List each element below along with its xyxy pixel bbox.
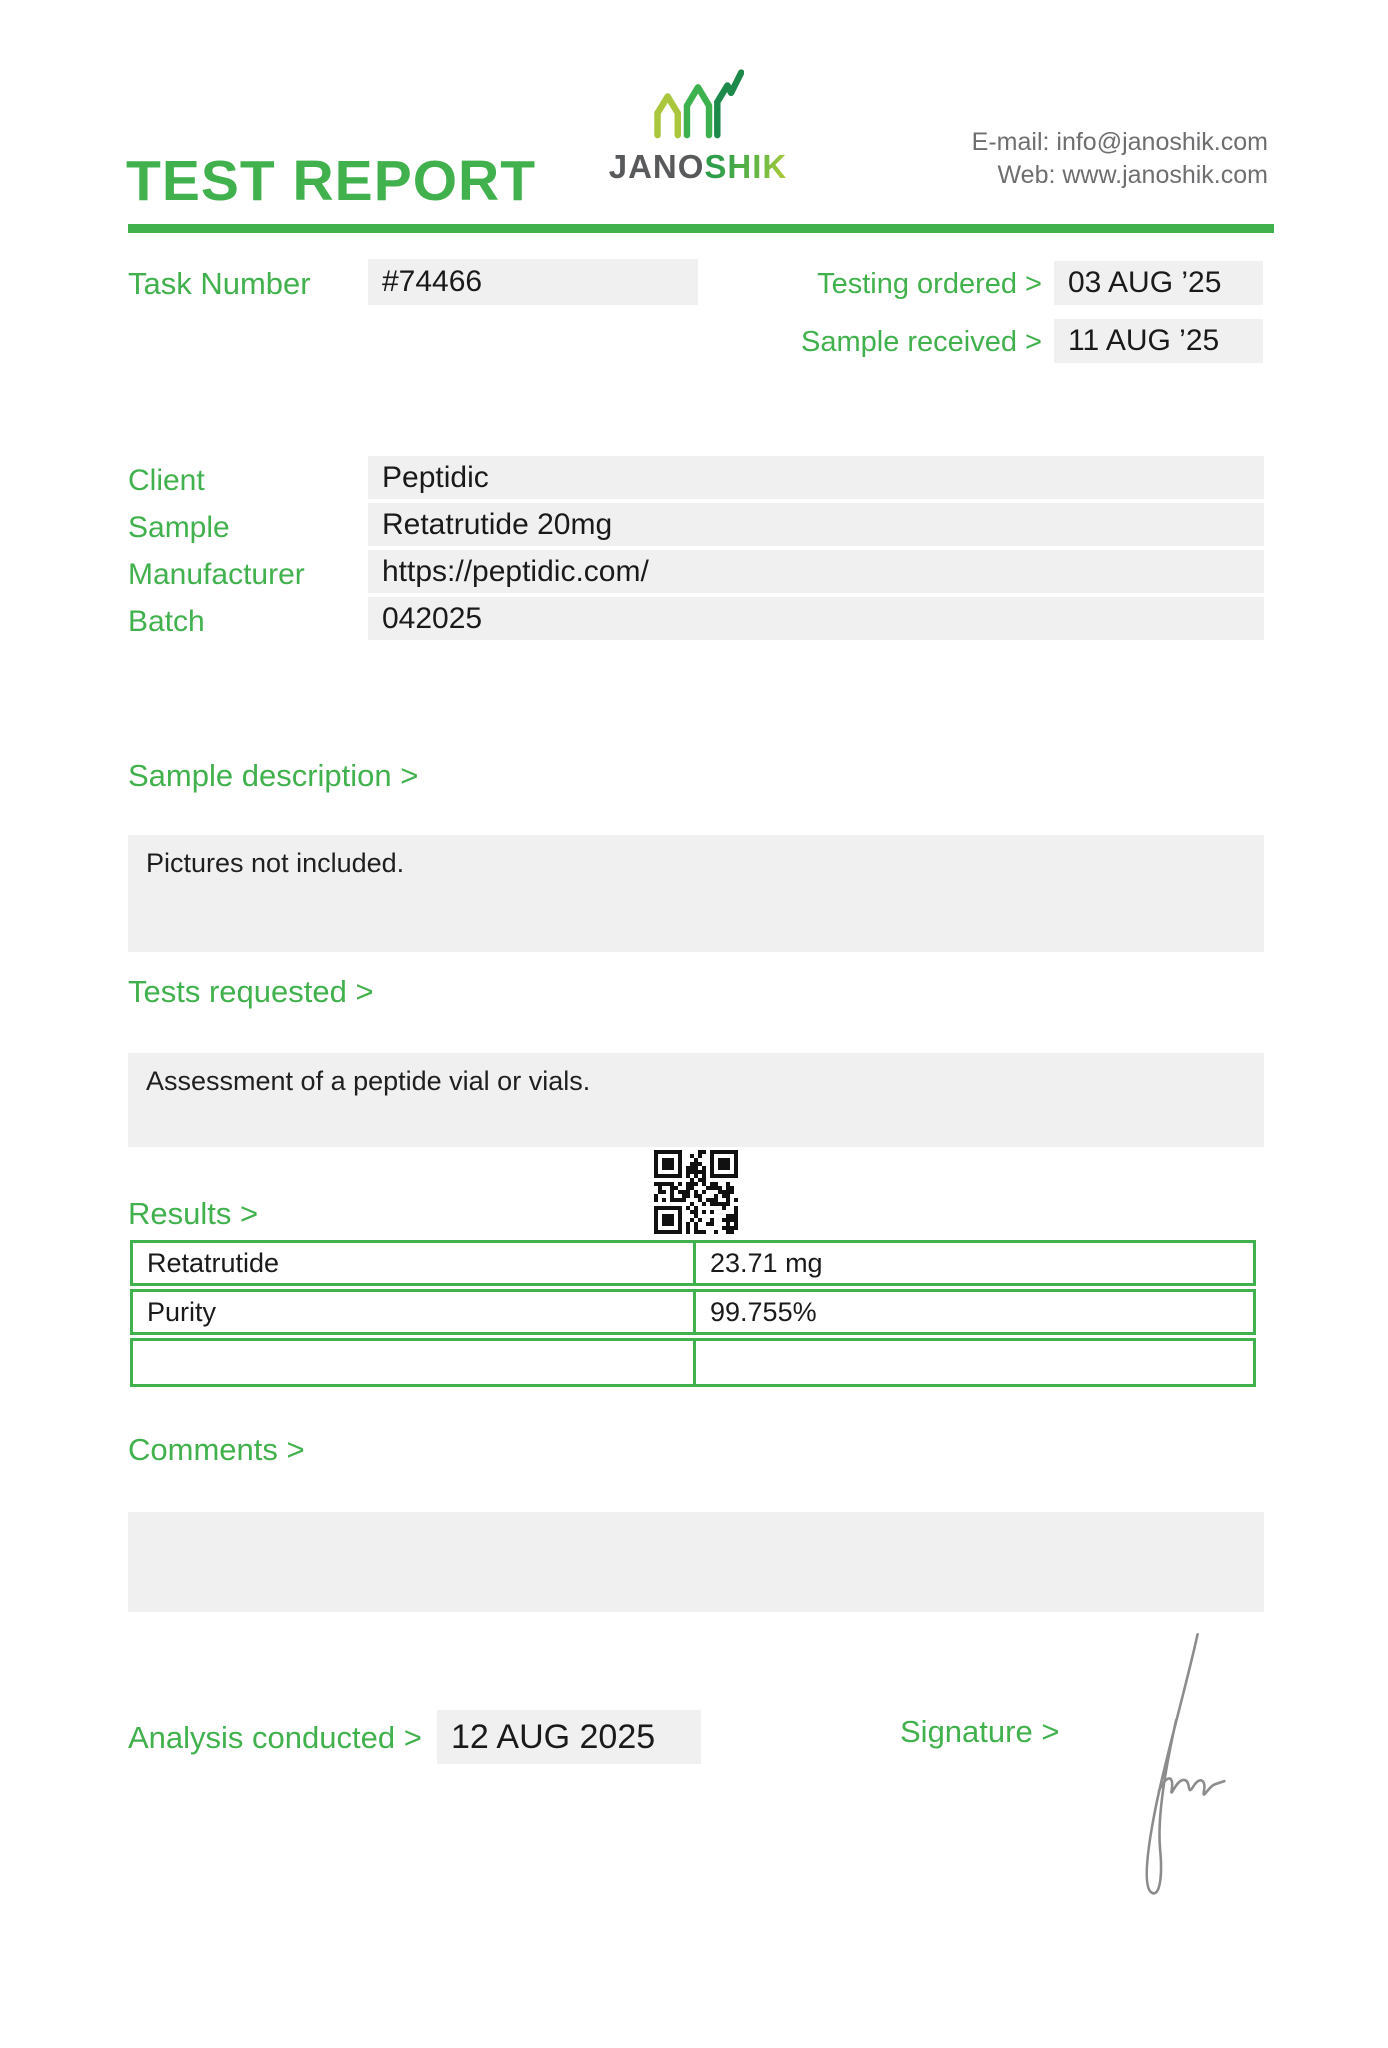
table-row [130, 1289, 1256, 1335]
tests-requested-title: Tests requested > [128, 974, 374, 1009]
sample-description-text: Pictures not included. [146, 848, 405, 878]
manufacturer-value: https://peptidic.com/ [368, 550, 1264, 593]
signature-image [1118, 1630, 1230, 1898]
comments-box [128, 1512, 1264, 1612]
client-label: Client [128, 464, 205, 497]
testing-ordered-value: 03 AUG ’25 [1054, 261, 1263, 305]
manufacturer-label: Manufacturer [128, 558, 305, 591]
tests-requested-text: Assessment of a peptide vial or vials. [146, 1066, 591, 1096]
task-number-value: #74466 [368, 259, 698, 305]
results-table [130, 1240, 1256, 1390]
page-title: TEST REPORT [126, 149, 537, 213]
task-number-label: Task Number [128, 266, 311, 301]
table-row [130, 1338, 1256, 1387]
analysis-conducted-value: 12 AUG 2025 [437, 1710, 701, 1764]
tests-requested-box [128, 1053, 1264, 1147]
analysis-conducted-label: Analysis conducted > [128, 1720, 422, 1755]
result-value-cell: 23.71 mg [693, 1243, 1253, 1283]
contact-block [768, 126, 1268, 192]
client-value: Peptidic [368, 456, 1264, 499]
results-title: Results > [128, 1196, 259, 1231]
result-name-cell [133, 1341, 693, 1384]
sample-value: Retatrutide 20mg [368, 503, 1264, 546]
batch-value: 042025 [368, 597, 1264, 640]
result-value-cell: 99.755% [693, 1292, 1253, 1332]
header-divider [128, 224, 1274, 233]
qr-code [653, 1150, 739, 1234]
brand-wordmark-left: JANO [608, 148, 705, 185]
signature-label: Signature > [900, 1714, 1060, 1749]
sample-received-label: Sample received > [801, 326, 1042, 358]
result-value-cell [693, 1341, 1253, 1384]
table-row [130, 1240, 1256, 1286]
brand-wordmark-right: SHIK [704, 148, 788, 185]
sample-description-title: Sample description > [128, 758, 419, 793]
batch-label: Batch [128, 605, 205, 638]
result-name-cell: Retatrutide [147, 1247, 280, 1278]
sample-description-box [128, 835, 1264, 952]
logo-chart-icon [652, 68, 744, 144]
testing-ordered-label: Testing ordered > [817, 268, 1042, 300]
comments-title: Comments > [128, 1432, 305, 1467]
contact-web: Web: www.janoshik.com [997, 161, 1268, 189]
sample-received-value: 11 AUG ’25 [1054, 319, 1263, 363]
contact-email: E-mail: info@janoshik.com [971, 128, 1268, 156]
sample-label: Sample [128, 511, 230, 544]
result-name-cell: Purity [147, 1296, 217, 1327]
